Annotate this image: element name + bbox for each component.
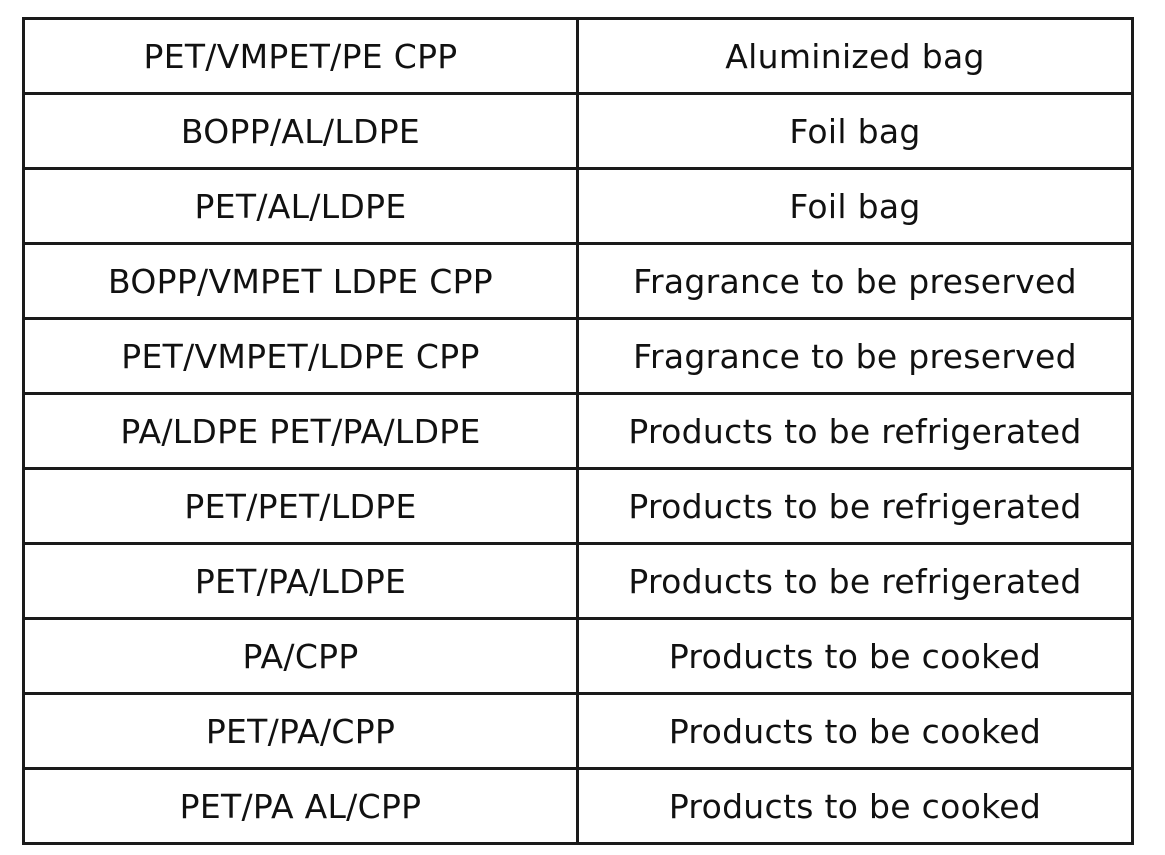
usage-cell: Products to be cooked bbox=[578, 694, 1133, 769]
table-row bbox=[24, 619, 1133, 694]
usage-cell: Products to be refrigerated bbox=[578, 394, 1133, 469]
usage-cell: Products to be refrigerated bbox=[578, 544, 1133, 619]
material-cell: PET/PA/LDPE bbox=[24, 544, 578, 619]
table-row bbox=[24, 319, 1133, 394]
table-row bbox=[24, 244, 1133, 319]
usage-cell: Products to be cooked bbox=[578, 619, 1133, 694]
table-row bbox=[24, 169, 1133, 244]
table-body bbox=[24, 19, 1133, 844]
material-cell: PET/AL/LDPE bbox=[24, 169, 578, 244]
table-row bbox=[24, 769, 1133, 844]
usage-cell: Foil bag bbox=[578, 169, 1133, 244]
table-row bbox=[24, 469, 1133, 544]
usage-cell: Aluminized bag bbox=[578, 19, 1133, 94]
table-row bbox=[24, 394, 1133, 469]
material-cell: PA/LDPE PET/PA/LDPE bbox=[24, 394, 578, 469]
material-cell: PET/VMPET/LDPE CPP bbox=[24, 319, 578, 394]
material-cell: PA/CPP bbox=[24, 619, 578, 694]
material-cell: BOPP/AL/LDPE bbox=[24, 94, 578, 169]
table-row bbox=[24, 544, 1133, 619]
usage-cell: Foil bag bbox=[578, 94, 1133, 169]
material-cell: PET/PA/CPP bbox=[24, 694, 578, 769]
material-cell: PET/PET/LDPE bbox=[24, 469, 578, 544]
usage-cell: Fragrance to be preserved bbox=[578, 319, 1133, 394]
usage-cell: Products to be refrigerated bbox=[578, 469, 1133, 544]
material-usage-table bbox=[22, 17, 1131, 842]
usage-cell: Fragrance to be preserved bbox=[578, 244, 1133, 319]
usage-cell: Products to be cooked bbox=[578, 769, 1133, 844]
material-cell: PET/PA AL/CPP bbox=[24, 769, 578, 844]
table-row bbox=[24, 19, 1133, 94]
table-row bbox=[24, 694, 1133, 769]
material-cell: BOPP/VMPET LDPE CPP bbox=[24, 244, 578, 319]
table-row bbox=[24, 94, 1133, 169]
table bbox=[22, 17, 1134, 845]
material-cell: PET/VMPET/PE CPP bbox=[24, 19, 578, 94]
